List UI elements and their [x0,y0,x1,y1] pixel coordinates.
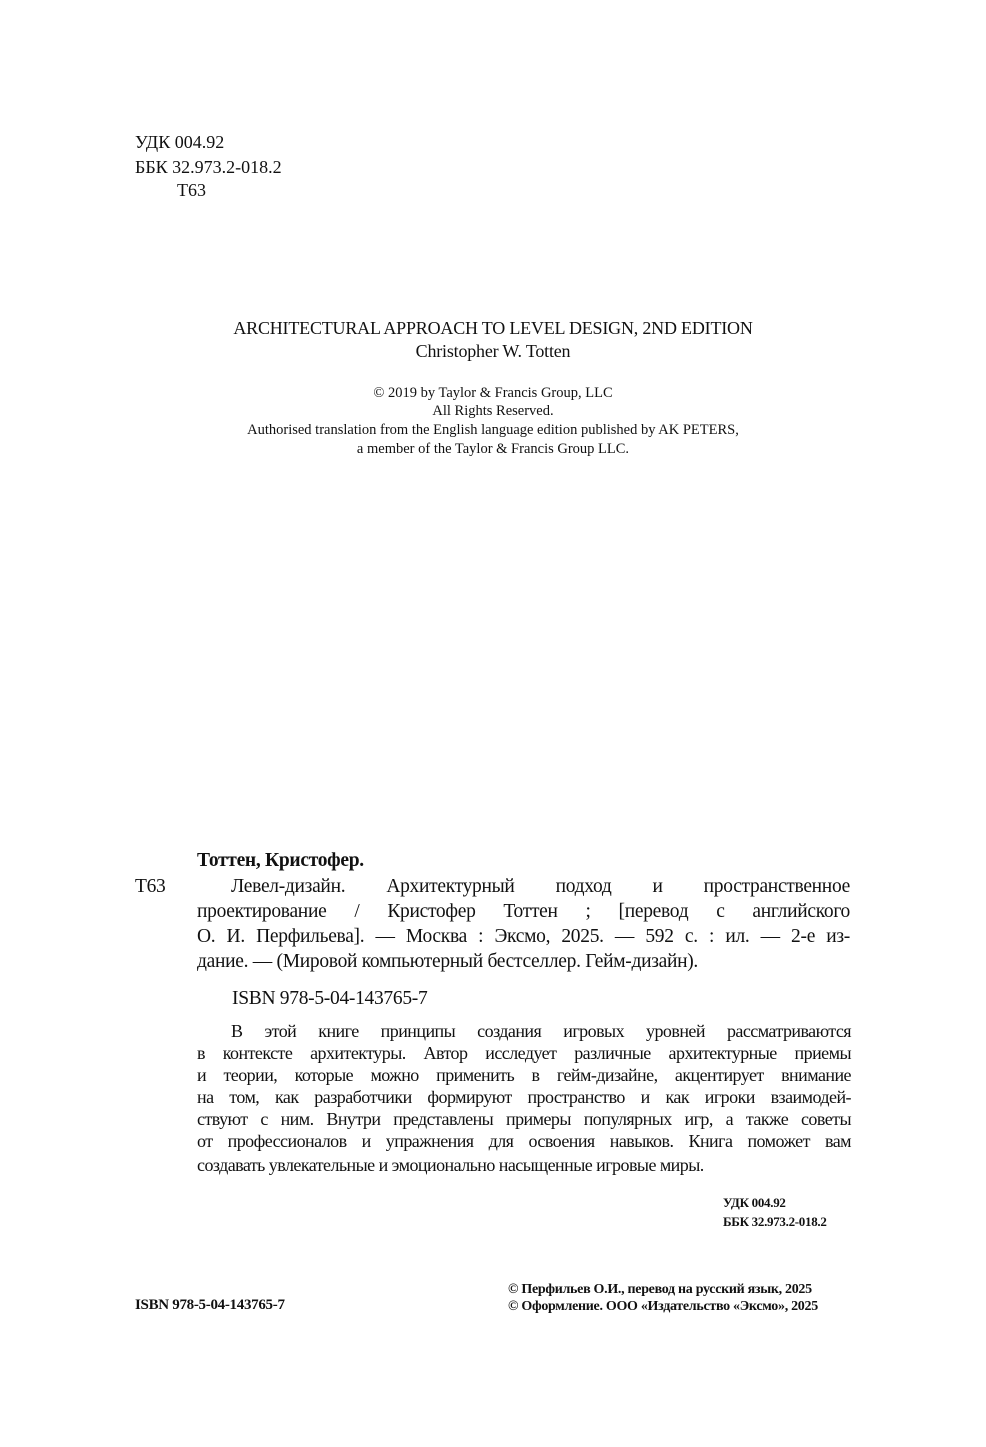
bibliography-line: Левел-дизайн. Архитектурный подход и пространственное [231,876,850,897]
footer-copyright: © Перфильев О.И., перевод на русский язык, 2025 [508,1282,812,1297]
annotation-line: В этой книге принципы создания игровых уровней рассматриваются [231,1021,851,1041]
bottom-bbk-code: ББК 32.973.2-018.2 [723,1214,827,1229]
udk-code: УДК 004.92 [135,132,225,152]
bibliography-author: Тоттен, Кристофер. [197,850,364,871]
original-author: Christopher W. Totten [415,341,571,361]
annotation-line: от профессионалов и упражнения для освоения навыков. Книга поможет вам [197,1131,851,1151]
copyright-line: All Rights Reserved. [432,403,554,419]
original-title: ARCHITECTURAL APPROACH TO LEVEL DESIGN, 2ND EDITION [233,318,753,338]
copyright-line: Authorised translation from the English language edition published by AK PETERS, [247,422,739,438]
bibliography-author-mark: Т63 [135,876,166,897]
annotation-line: и теории, которые можно применить в гейм-дизайне, акцентирует внимание [197,1065,851,1085]
copyright-line: a member of the Taylor & Francis Group LLC. [356,441,630,457]
copyright-line: © 2019 by Taylor & Francis Group, LLC [373,385,613,401]
footer-isbn: ISBN 978-5-04-143765-7 [135,1297,285,1313]
bibliography-line: О. И. Перфильева]. — Москва : Эксмо, 2025. — 592 с. : ил. — 2-е из- [197,926,850,947]
bibliography-line: проектирование / Кристофер Тоттен ; [перевод с английского [197,901,850,922]
bottom-udk-code: УДК 004.92 [723,1195,786,1210]
annotation-line: создавать увлекательные и эмоционально насыщенные игровые миры. [197,1155,704,1175]
bibliography-isbn: ISBN 978-5-04-143765-7 [232,988,428,1009]
bibliography-line: дание. — (Мировой компьютерный бестселлер. Гейм-дизайн). [197,951,698,972]
annotation-line: на том, как разработчики формируют пространство и как игроки взаимодей- [197,1087,851,1107]
author-mark: Т63 [177,180,206,200]
annotation-line: ствуют с ним. Внутри представлены примеры популярных игр, а также советы [197,1109,851,1129]
bbk-code: ББК 32.973.2-018.2 [135,157,282,177]
annotation-line: в контексте архитектуры. Автор исследует различные архитектурные приемы [197,1043,851,1063]
footer-copyright: © Оформление. ООО «Издательство «Эксмо», 2025 [508,1299,818,1314]
